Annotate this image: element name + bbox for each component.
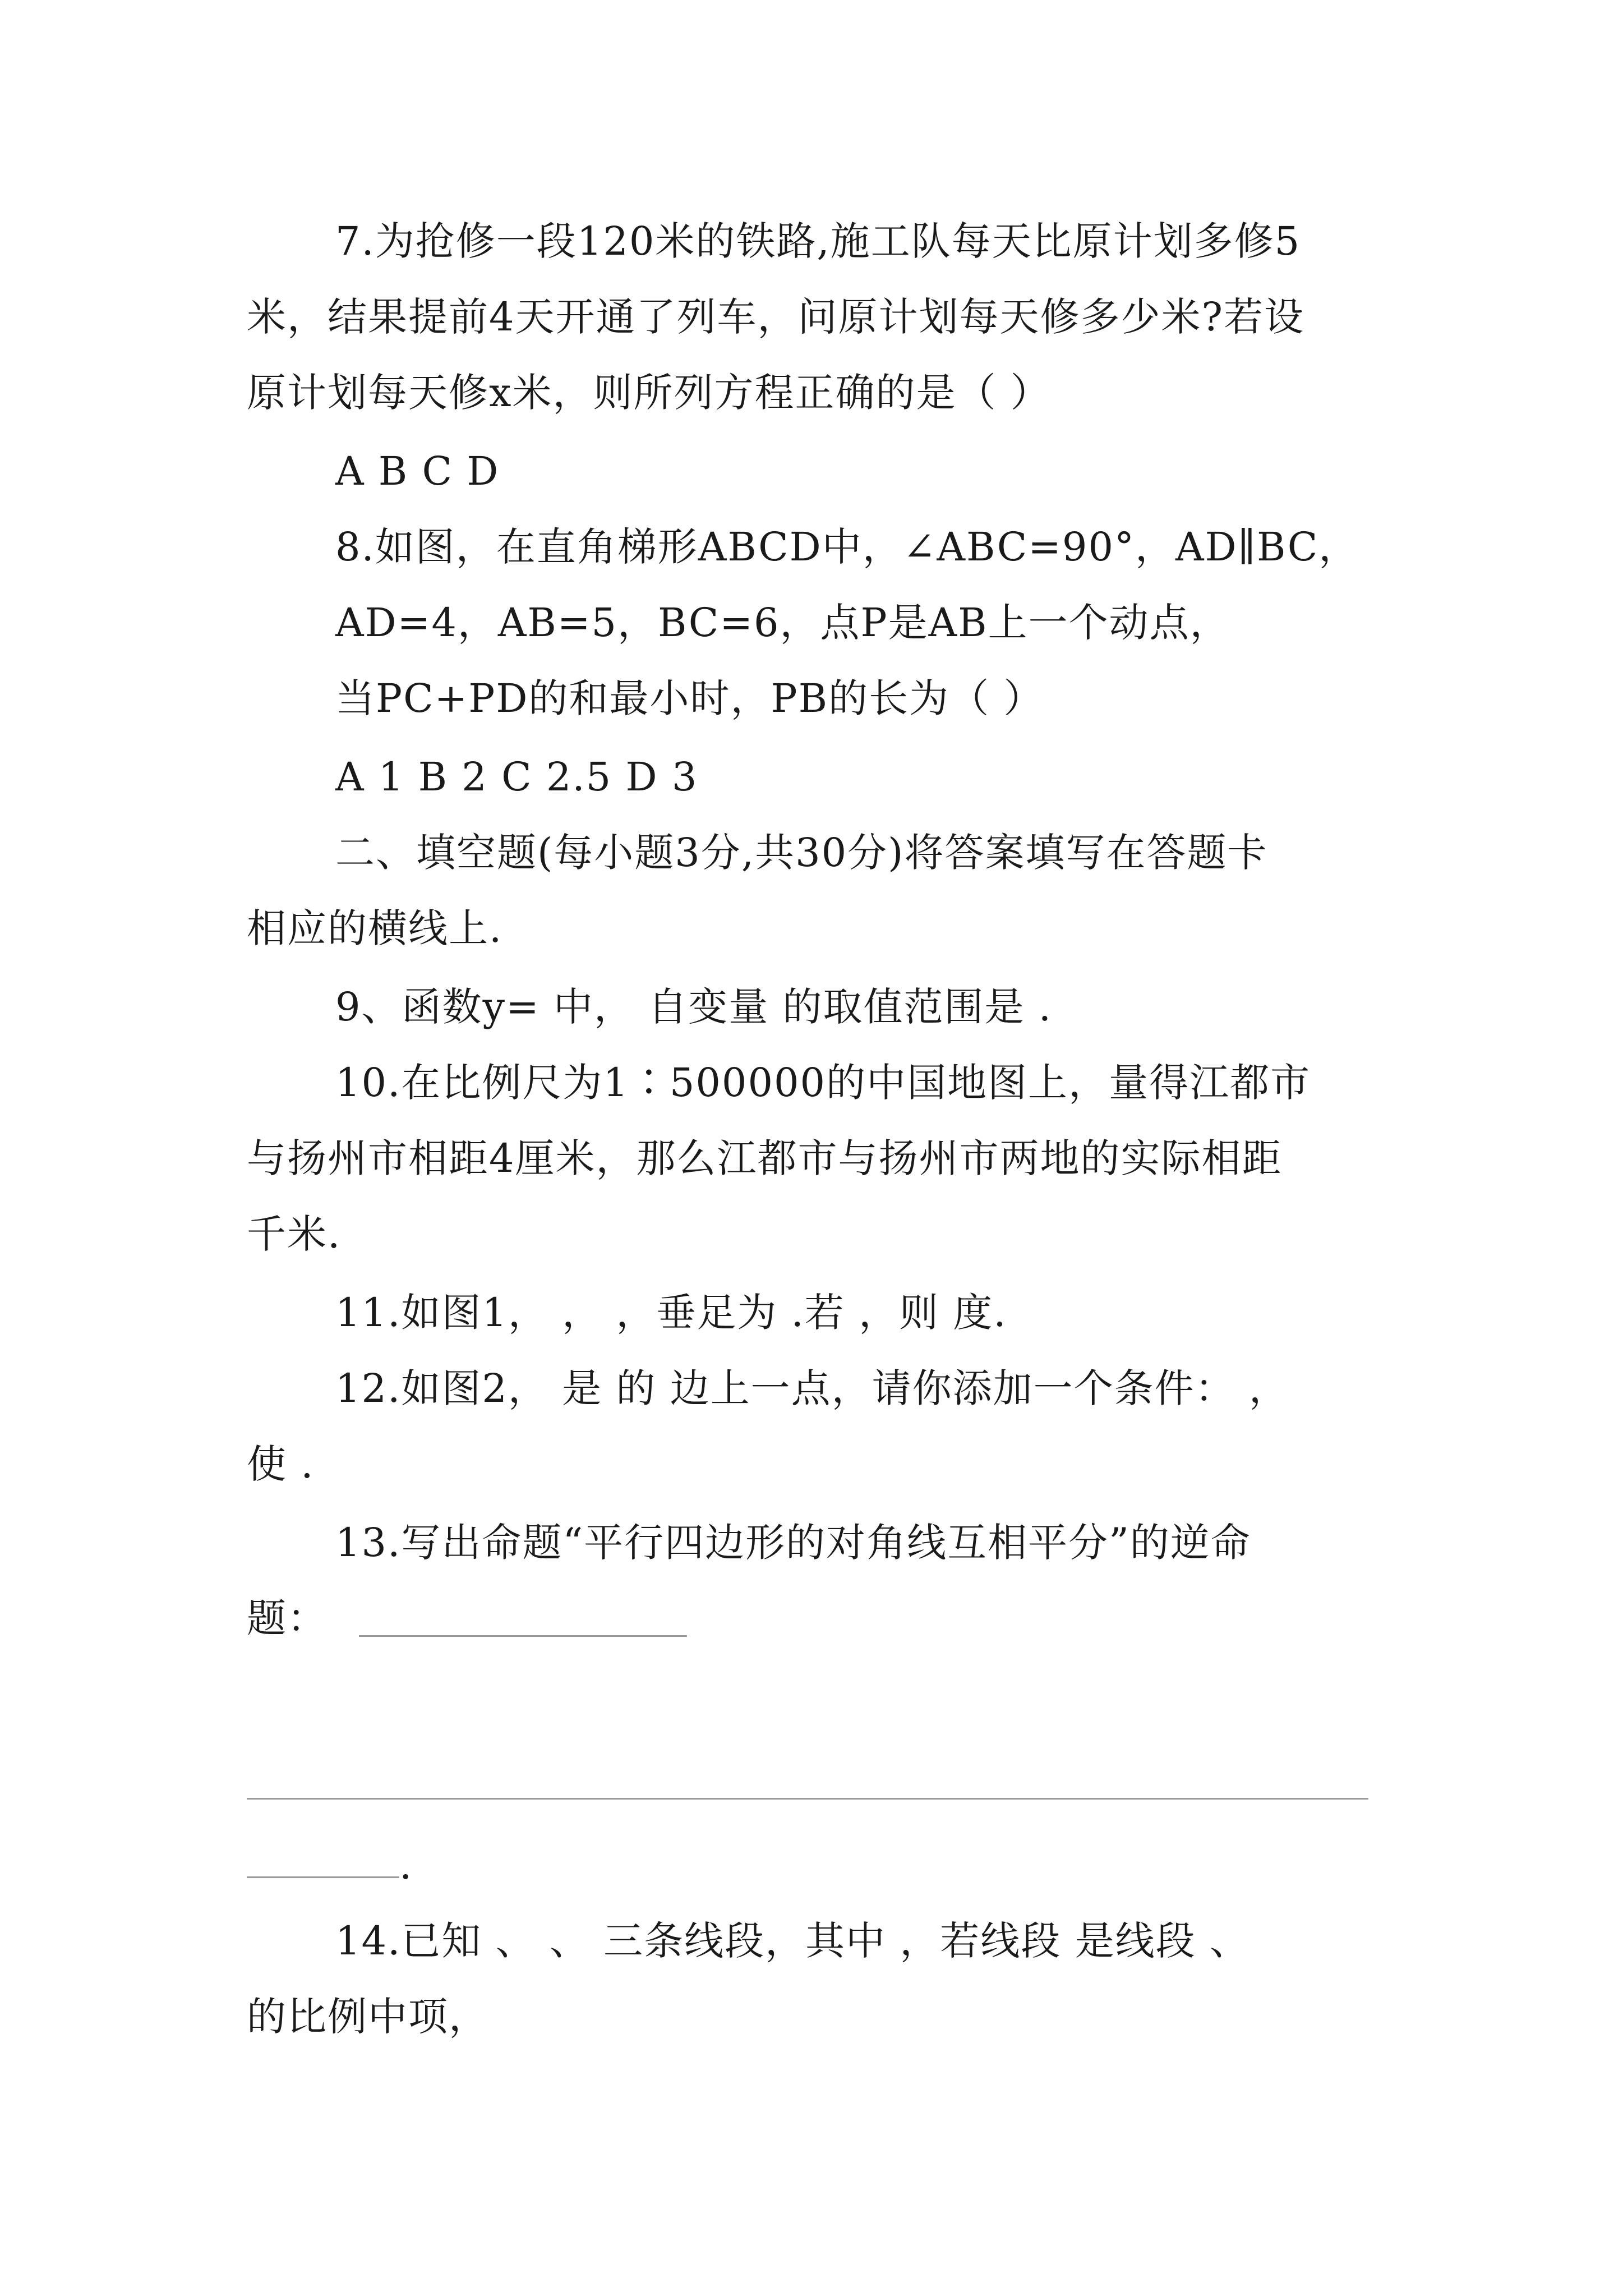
- q8-line-3: 当PC+PD的和最小时，PB的长为（ ）: [335, 675, 1044, 721]
- q10-line-3: 千米.: [247, 1211, 342, 1257]
- q9: 9、函数y= 中， 自变量 的取值范围是 .: [335, 984, 1052, 1030]
- q12-line-2: 使 .: [247, 1441, 315, 1487]
- q10-line-2: 与扬州市相距4厘米，那么江都市与扬州市两地的实际相距: [247, 1135, 1283, 1181]
- q13-answer-blank-1: [359, 1635, 687, 1637]
- q7-line-2: 米，结果提前4天开通了列车，问原计划每天修多少米?若设: [247, 294, 1305, 340]
- q7-options: A B C D: [335, 448, 500, 494]
- q10-line-1: 10.在比例尺为1∶500000的中国地图上，量得江都市: [335, 1060, 1311, 1106]
- q7-line-3: 原计划每天修x米，则所列方程正确的是（ ）: [247, 370, 1051, 416]
- q8-line-2: AD=4，AB=5，BC=6，点P是AB上一个动点，: [335, 600, 1230, 646]
- q13-answer-blank-2: [247, 1798, 1368, 1800]
- q13-end-period: .: [399, 1842, 413, 1888]
- q7-line-1: 7.为抢修一段120米的铁路,施工队每天比原计划多修5: [335, 218, 1301, 264]
- section-2-heading: 二、填空题(每小题3分,共30分)将答案填写在答题卡: [335, 830, 1268, 876]
- q11: 11.如图1， ， ，垂足为 .若 ，则 度.: [335, 1290, 1007, 1336]
- q13-line-2: 题：: [247, 1595, 328, 1641]
- q8-line-1: 8.如图，在直角梯形ABCD中，∠ABC=90°，AD∥BC，: [335, 524, 1359, 570]
- q8-options: A 1 B 2 C 2.5 D 3: [335, 754, 698, 800]
- q14-line-1: 14.已知 、 、 三条线段，其中 ，若线段 是线段 、: [335, 1918, 1250, 1964]
- q13-line-1: 13.写出命题“平行四边形的对角线互相平分”的逆命: [335, 1520, 1251, 1566]
- q14-line-2: 的比例中项，: [247, 1994, 489, 2040]
- q12-line-1: 12.如图2， 是 的 边上一点，请你添加一个条件： ，: [335, 1365, 1289, 1411]
- section-2-heading-cont: 相应的横线上.: [247, 905, 503, 951]
